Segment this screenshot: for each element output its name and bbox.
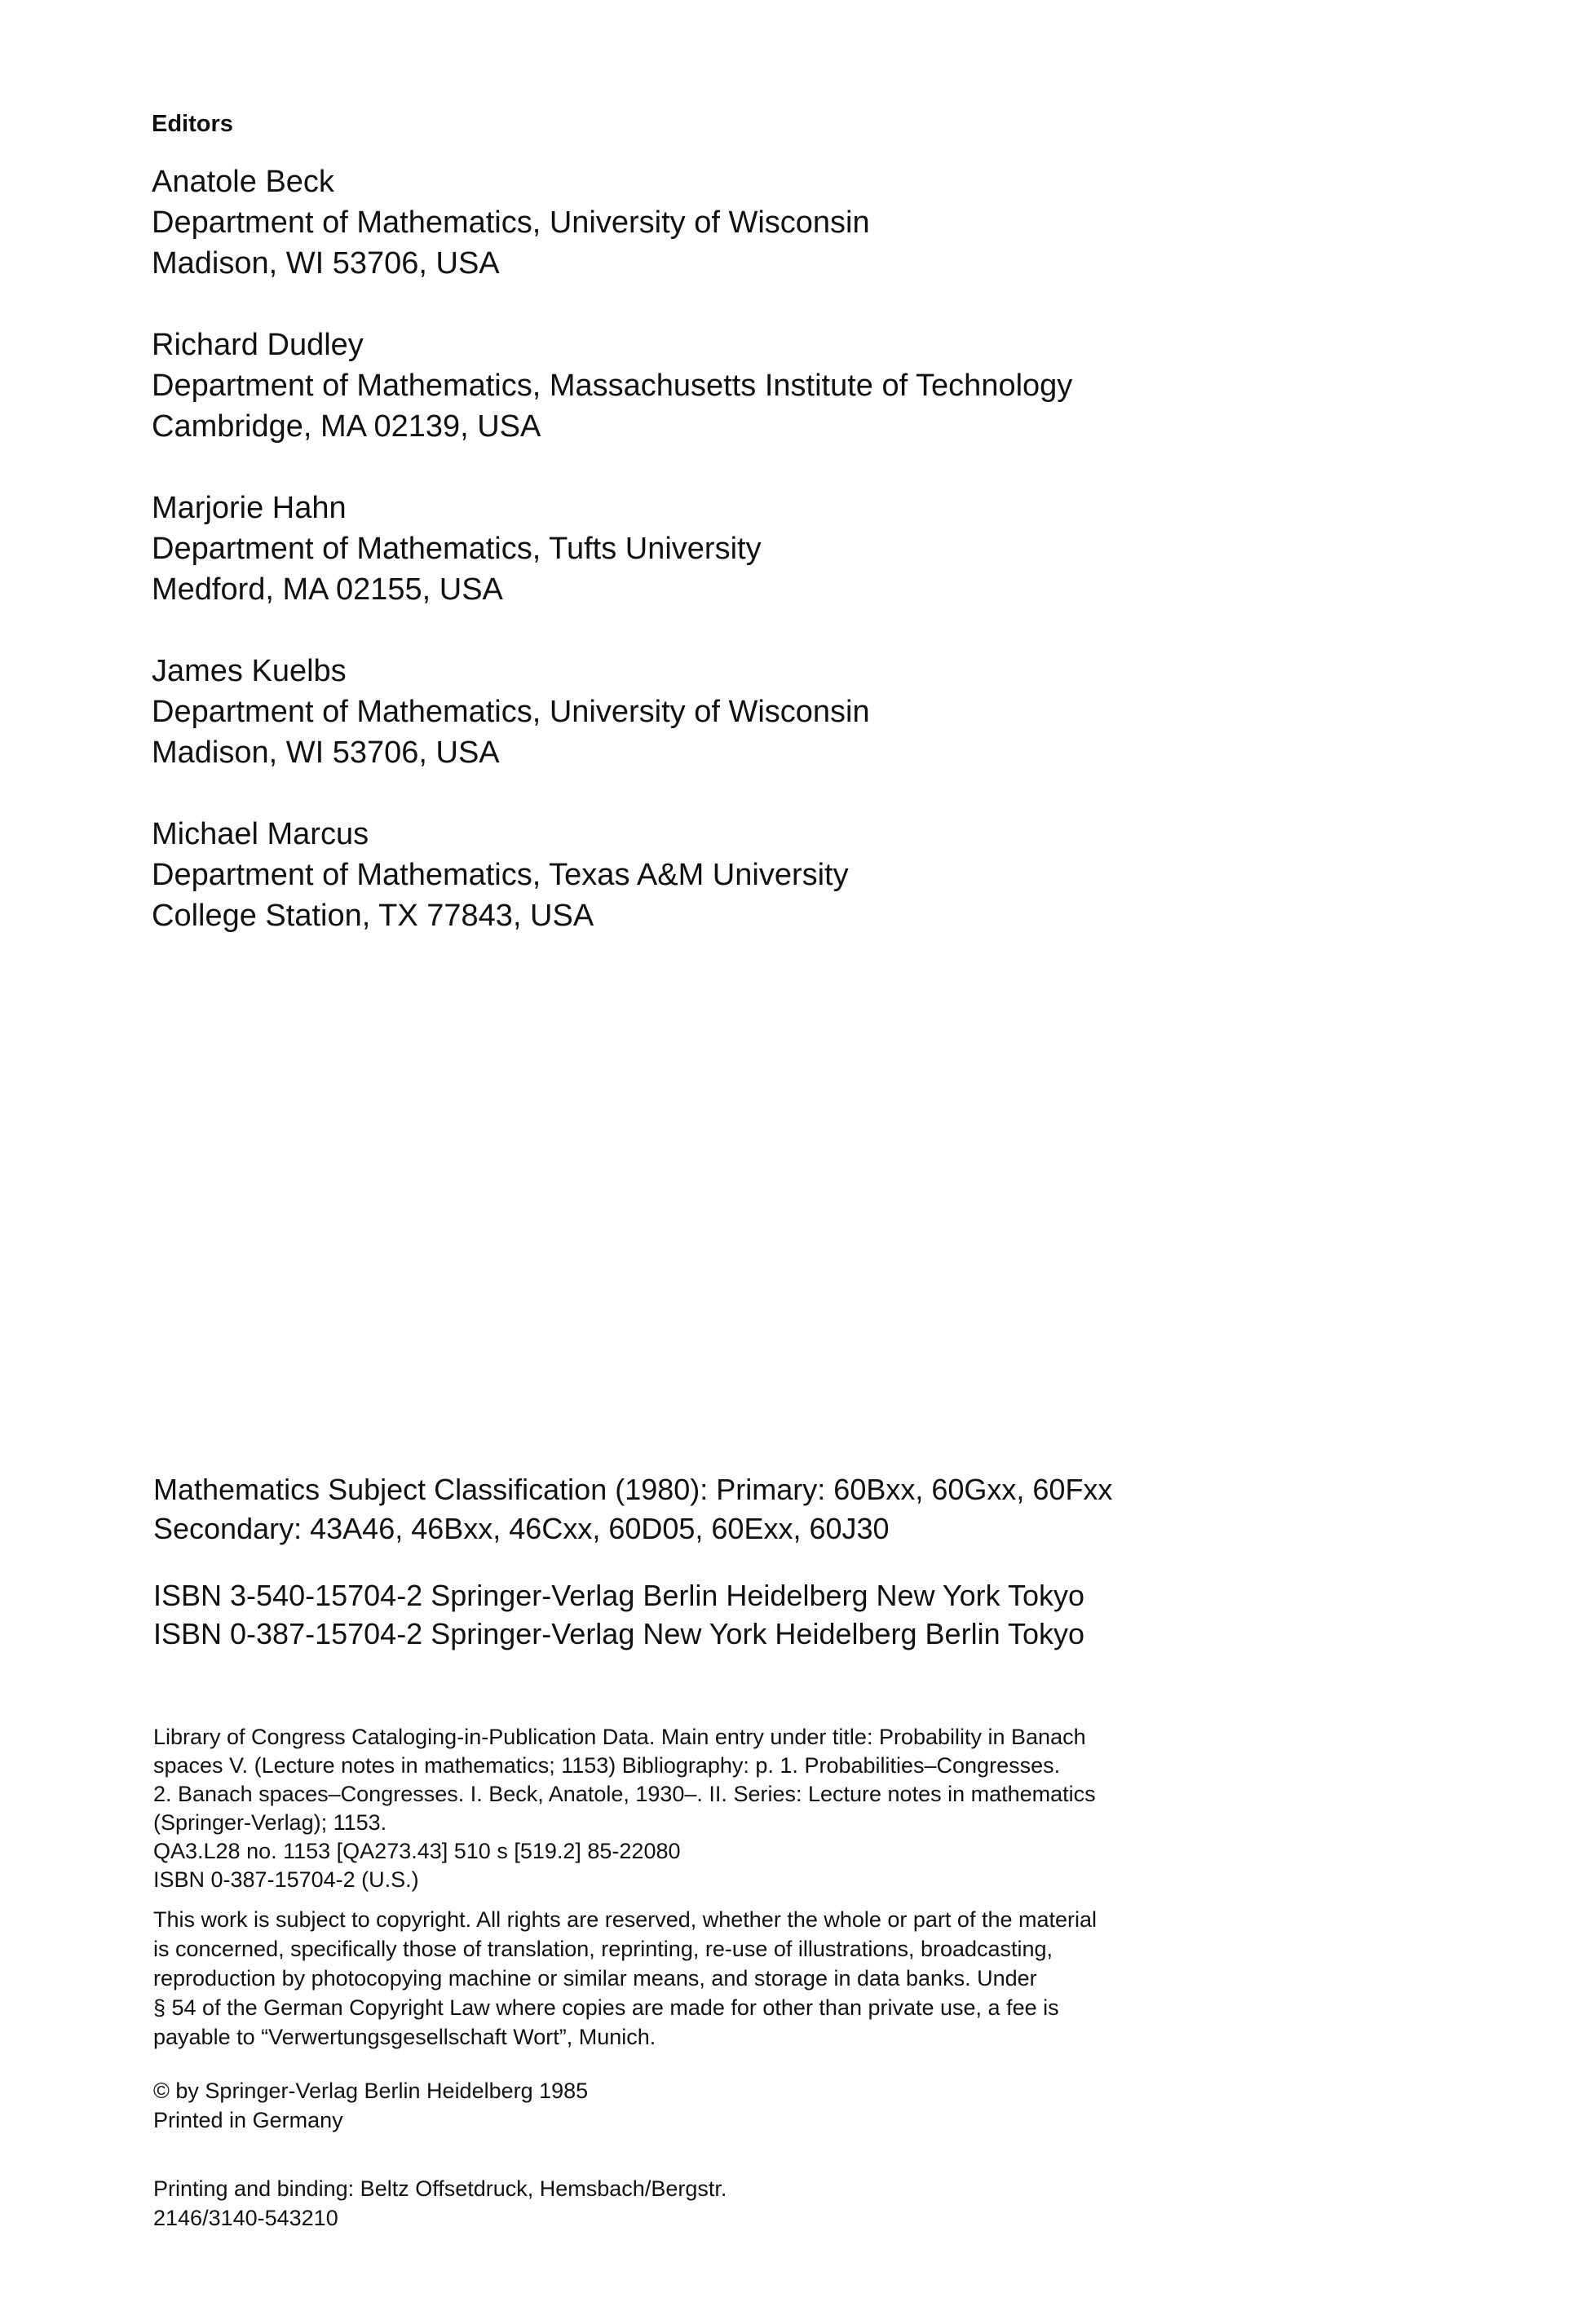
printing-line: 2146/3140-543210 <box>153 2206 338 2230</box>
cip-line: (Springer-Verlag); 1153. <box>153 1810 387 1835</box>
editor-department: Department of Mathematics, University of Wisconsin <box>152 205 870 240</box>
editor-address: Medford, MA 02155, USA <box>152 572 503 607</box>
publisher-line: Printed in Germany <box>153 2108 343 2132</box>
editor-department: Department of Mathematics, Tufts University <box>152 532 762 566</box>
isbn-line: ISBN 0-387-15704-2 Springer-Verlag New York Heidelberg Berlin Tokyo <box>153 1617 1084 1650</box>
cip-line: 2. Banach spaces–Congresses. I. Beck, Anatole, 1930–. II. Series: Lecture notes in mathematics <box>153 1782 1096 1806</box>
editor-name: Marjorie Hahn <box>152 491 347 525</box>
editor-department: Department of Mathematics, Texas A&M University <box>152 858 849 892</box>
editor-name: Michael Marcus <box>152 817 369 851</box>
copyright-line: payable to “Verwertungsgesellschaft Wort”, Munich. <box>153 2025 656 2049</box>
classification-secondary: Secondary: 43A46, 46Bxx, 46Cxx, 60D05, 60Exx, 60J30 <box>153 1512 890 1545</box>
editors-heading: Editors <box>152 111 233 137</box>
subject-classification <box>153 1470 1112 1549</box>
editor-address: College Station, TX 77843, USA <box>152 899 594 933</box>
editor-entry <box>152 651 1293 773</box>
cataloging-in-publication <box>153 1723 1096 1894</box>
printing-info <box>153 2174 727 2233</box>
cip-line: QA3.L28 no. 1153 [QA273.43] 510 s [519.2] 85-22080 <box>153 1839 681 1863</box>
isbn-line: ISBN 3-540-15704-2 Springer-Verlag Berlin Heidelberg New York Tokyo <box>153 1579 1084 1612</box>
publisher-line: © by Springer-Verlag Berlin Heidelberg 1985 <box>153 2079 589 2103</box>
copyright-line: This work is subject to copyright. All rights are reserved, whether the whole or part of the material <box>153 1907 1098 1932</box>
cip-line: spaces V. (Lecture notes in mathematics; 1153) Bibliography: p. 1. Probabilities–Congresses. <box>153 1753 1061 1778</box>
copyright-line: is concerned, specifically those of translation, reprinting, re-use of illustrations, broadcasting, <box>153 1937 1053 1961</box>
publisher-imprint <box>153 2076 588 2135</box>
isbn-block <box>153 1576 1084 1653</box>
editor-name: Anatole Beck <box>152 165 334 199</box>
editor-entry <box>152 814 1293 936</box>
editor-address: Madison, WI 53706, USA <box>152 246 500 281</box>
classification-primary: Mathematics Subject Classification (1980): Primary: 60Bxx, 60Gxx, 60Fxx <box>153 1473 1113 1506</box>
cip-line: ISBN 0-387-15704-2 (U.S.) <box>153 1867 419 1892</box>
editor-address: Madison, WI 53706, USA <box>152 736 500 770</box>
cip-line: Library of Congress Cataloging-in-Publication Data. Main entry under title: Probability in Banach <box>153 1725 1086 1749</box>
editor-entry <box>152 161 1293 284</box>
editor-address: Cambridge, MA 02139, USA <box>152 409 541 444</box>
editor-name: James Kuelbs <box>152 654 347 688</box>
editor-name: Richard Dudley <box>152 328 364 362</box>
editor-entry <box>152 488 1293 610</box>
editor-department: Department of Mathematics, Massachusetts Institute of Technology <box>152 369 1073 403</box>
copyright-line: reproduction by photocopying machine or similar means, and storage in data banks. Under <box>153 1966 1037 1990</box>
editors-list <box>152 161 1293 977</box>
copyright-line: § 54 of the German Copyright Law where copies are made for other than private use, a fee is <box>153 1995 1059 2020</box>
editor-entry <box>152 325 1293 447</box>
printing-line: Printing and binding: Beltz Offsetdruck, Hemsbach/Bergstr. <box>153 2176 727 2201</box>
copyright-notice <box>153 1905 1097 2052</box>
editor-department: Department of Mathematics, University of Wisconsin <box>152 695 870 729</box>
